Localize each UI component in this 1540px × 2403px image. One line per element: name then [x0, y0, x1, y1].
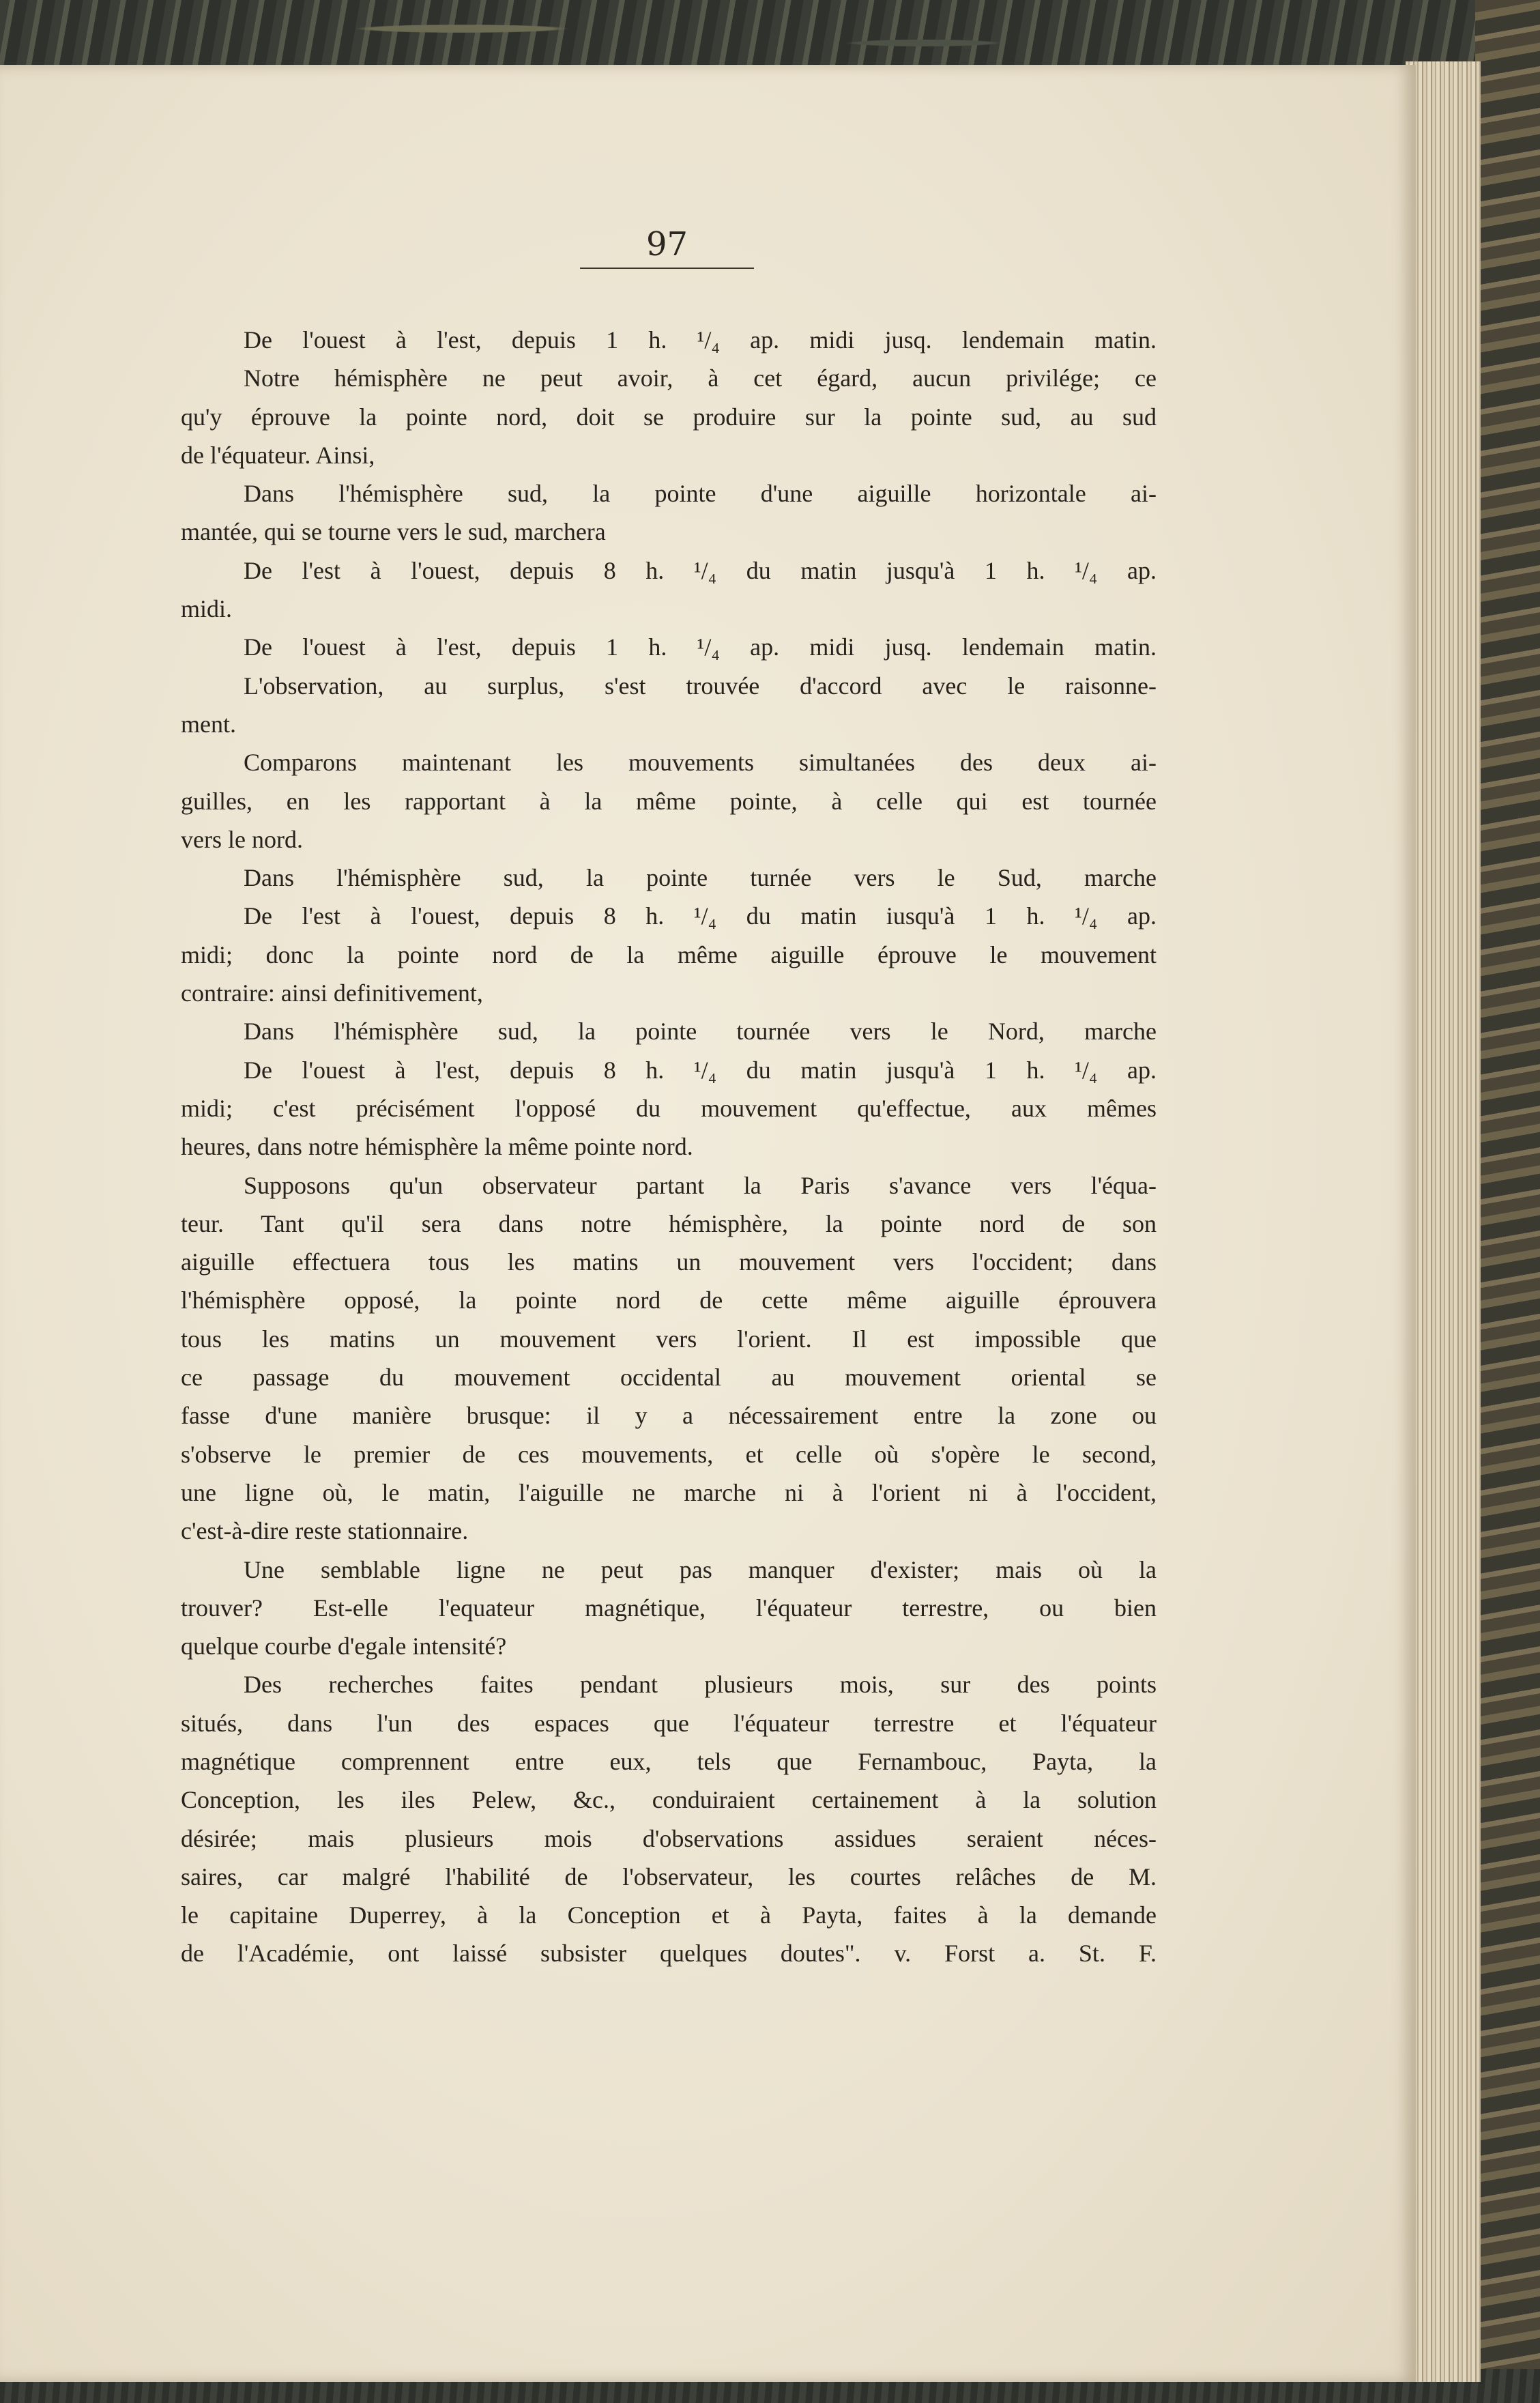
text-line: L'observation, au surplus, s'est trouvée d'accord avec le raisonne-	[244, 672, 1157, 700]
text-line: fasse d'une manière brusque: il y a nécessairement entre la zone ou	[181, 1402, 1157, 1430]
text-line: Comparons maintenant les mouvements simultanées des deux ai-	[244, 749, 1157, 777]
text-line: midi; donc la pointe nord de la même aiguille éprouve le mouvement	[181, 940, 1157, 968]
text-line: le capitaine Duperrey, à la Conception et à Payta, faites à la demande	[181, 1901, 1157, 1929]
text-line: midi.	[181, 595, 233, 623]
text-line: teur. Tant qu'il sera dans notre hémisphère, la pointe nord de son	[181, 1209, 1157, 1237]
text-line: situés, dans l'un des espaces que l'équateur terrestre et l'équateur	[181, 1709, 1157, 1737]
text-line: guilles, en les rapportant à la même pointe, à celle qui est tournée	[181, 787, 1157, 815]
text-line: de l'Académie, ont laissé subsister quelques doutes". v. Forst a. St. F.	[181, 1940, 1157, 1968]
text-line: trouver? Est-elle l'equateur magnétique, l'équateur terrestre, ou bien	[181, 1594, 1157, 1622]
text-line: midi; c'est précisément l'opposé du mouvement qu'effectue, aux mêmes	[181, 1094, 1157, 1122]
text-line: l'hémisphère opposé, la pointe nord de cette même aiguille éprouvera	[181, 1286, 1157, 1314]
text-line: quelque courbe d'egale intensité?	[181, 1632, 507, 1660]
text-line: de l'équateur. Ainsi,	[181, 441, 375, 469]
text-line: De l'est à l'ouest, depuis 8 h. ¹/₄ du matin jusqu'à 1 h. ¹/₄ ap.	[244, 556, 1157, 584]
text-line: mantée, qui se tourne vers le sud, marchera	[181, 518, 606, 546]
text-line: aiguille effectuera tous les matins un mouvement vers l'occident; dans	[181, 1248, 1157, 1276]
text-line: De l'ouest à l'est, depuis 8 h. ¹/₄ du matin jusqu'à 1 h. ¹/₄ ap.	[244, 1056, 1157, 1084]
text-line: qu'y éprouve la pointe nord, doit se produire sur la pointe sud, au sud	[181, 403, 1157, 431]
text-line: saires, car malgré l'habilité de l'observateur, les courtes relâches de M.	[181, 1862, 1157, 1890]
marbled-cover-right	[1475, 0, 1540, 2403]
text-line: Dans l'hémisphère sud, la pointe turnée vers le Sud, marche	[244, 864, 1157, 892]
text-line: heures, dans notre hémisphère la même pointe nord.	[181, 1133, 693, 1161]
text-line: ce passage du mouvement occidental au mouvement oriental se	[181, 1364, 1157, 1392]
page-edges	[1406, 61, 1481, 2382]
body-text	[181, 321, 1157, 1973]
page-number: 97	[580, 225, 754, 269]
text-line: c'est-à-dire reste stationnaire.	[181, 1517, 469, 1545]
text-line: désirée; mais plusieurs mois d'observations assidues seraient néces-	[181, 1824, 1157, 1852]
text-line: Des recherches faites pendant plusieurs mois, sur des points	[244, 1671, 1157, 1699]
marbled-cover-top	[0, 0, 1540, 72]
text-line: ment.	[181, 710, 236, 738]
text-line: une ligne où, le matin, l'aiguille ne marche ni à l'orient ni à l'occident,	[181, 1478, 1157, 1506]
text-line: vers le nord.	[181, 825, 303, 853]
text-line: Une semblable ligne ne peut pas manquer d'exister; mais où la	[244, 1555, 1157, 1583]
text-line: magnétique comprennent entre eux, tels que Fernambouc, Payta, la	[181, 1747, 1157, 1775]
text-line: Supposons qu'un observateur partant la Paris s'avance vers l'équa-	[244, 1171, 1157, 1199]
text-line: s'observe le premier de ces mouvements, et celle où s'opère le second,	[181, 1440, 1157, 1468]
text-line: De l'ouest à l'est, depuis 1 h. ¹/₄ ap. midi jusq. lendemain matin.	[244, 326, 1157, 354]
text-line: De l'est à l'ouest, depuis 8 h. ¹/₄ du matin iusqu'à 1 h. ¹/₄ ap.	[244, 902, 1157, 930]
text-line: tous les matins un mouvement vers l'orient. Il est impossible que	[181, 1325, 1157, 1353]
text-line: De l'ouest à l'est, depuis 1 h. ¹/₄ ap. midi jusq. lendemain matin.	[244, 633, 1157, 661]
text-line: Conception, les iles Pelew, &c., conduiraient certainement à la solution	[181, 1786, 1157, 1814]
text-line: Dans l'hémisphère sud, la pointe d'une aiguille horizontale ai-	[244, 480, 1157, 508]
text-line: Dans l'hémisphère sud, la pointe tournée vers le Nord, marche	[244, 1018, 1157, 1046]
text-line: contraire: ainsi definitivement,	[181, 979, 483, 1007]
text-line: Notre hémisphère ne peut avoir, à cet égard, aucun privilége; ce	[244, 364, 1157, 392]
